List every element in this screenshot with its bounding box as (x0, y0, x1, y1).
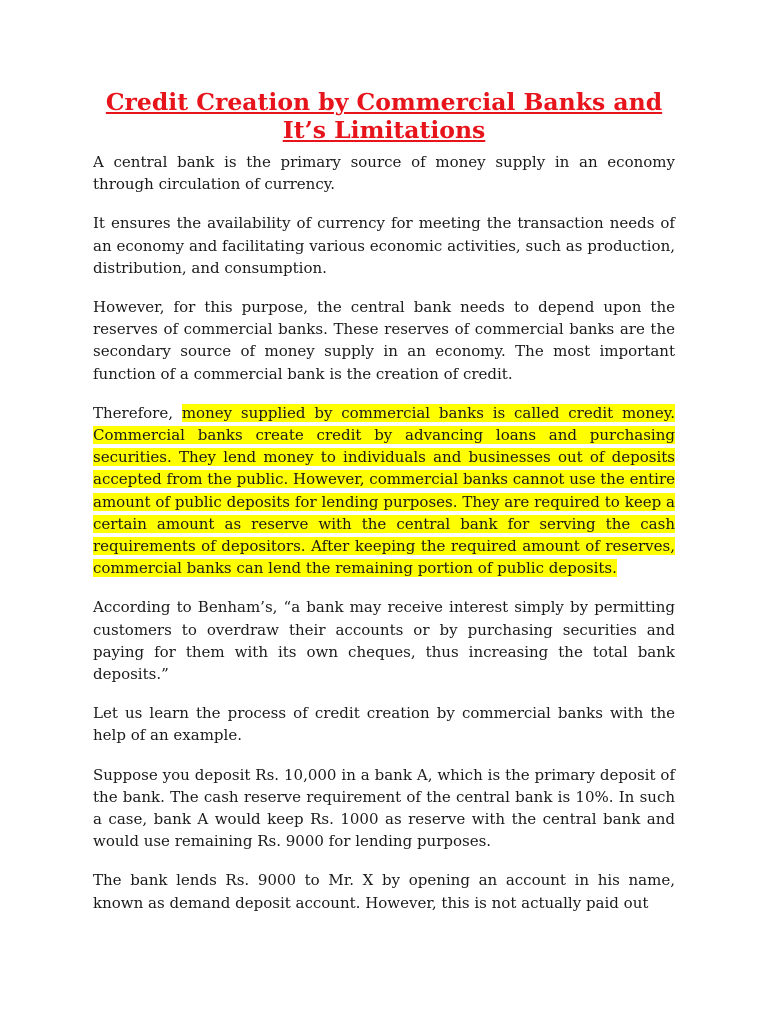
highlighted-text: money supplied by commercial banks is called credit money. Commercial banks create credit by advancing loans and purchasing securities. They lend money to individuals and businesses out of deposits accepted from the public. However, commercial banks cannot use the entire amount of public deposits for lending purposes. They are required to keep a certain amount as reserve with the central bank for serving the cash requirements of depositors. After keeping the required amount of reserves, commercial banks can lend the remaining portion of public deposits. (93, 403, 675, 578)
paragraph-4-prefix: Therefore, (93, 403, 182, 422)
page-title (93, 88, 675, 144)
paragraph-8: The bank lends Rs. 9000 to Mr. X by opening an account in his name, known as demand deposit account. However, this is not actually paid out (93, 871, 675, 912)
paragraph-2: It ensures the availability of currency for meeting the transaction needs of an economy and facilitating various economic activities, such as production, distribution, and consumption. (93, 214, 675, 277)
paragraph-4 (93, 402, 675, 580)
page-title-line-2: It’s Limitations (282, 116, 486, 144)
paragraph-6: Let us learn the process of credit creation by commercial banks with the help of an example. (93, 704, 675, 745)
paragraph-1: A central bank is the primary source of money supply in an economy through circulation of currency. (93, 153, 675, 194)
paragraph-3: However, for this purpose, the central bank needs to depend upon the reserves of commercial banks. These reserves of commercial banks are the secondary source of money supply in an economy. The most important function of a commercial bank is the creation of credit. (93, 298, 675, 383)
document-page (93, 88, 675, 931)
paragraph-5: According to Benham’s, “a bank may receive interest simply by permitting customers to overdraw their accounts or by purchasing securities and paying for them with its own cheques, thus increasing the total bank deposits.” (93, 598, 675, 684)
paragraph-7: Suppose you deposit Rs. 10,000 in a bank A, which is the primary deposit of the bank. The cash reserve requirement of the central bank is 10%. In such a case, bank A would keep Rs. 1000 as reserve with the central bank and would use remaining Rs. 9000 for lending purposes. (93, 765, 675, 851)
page-title-line-1: Credit Creation by Commercial Banks and (105, 88, 663, 116)
